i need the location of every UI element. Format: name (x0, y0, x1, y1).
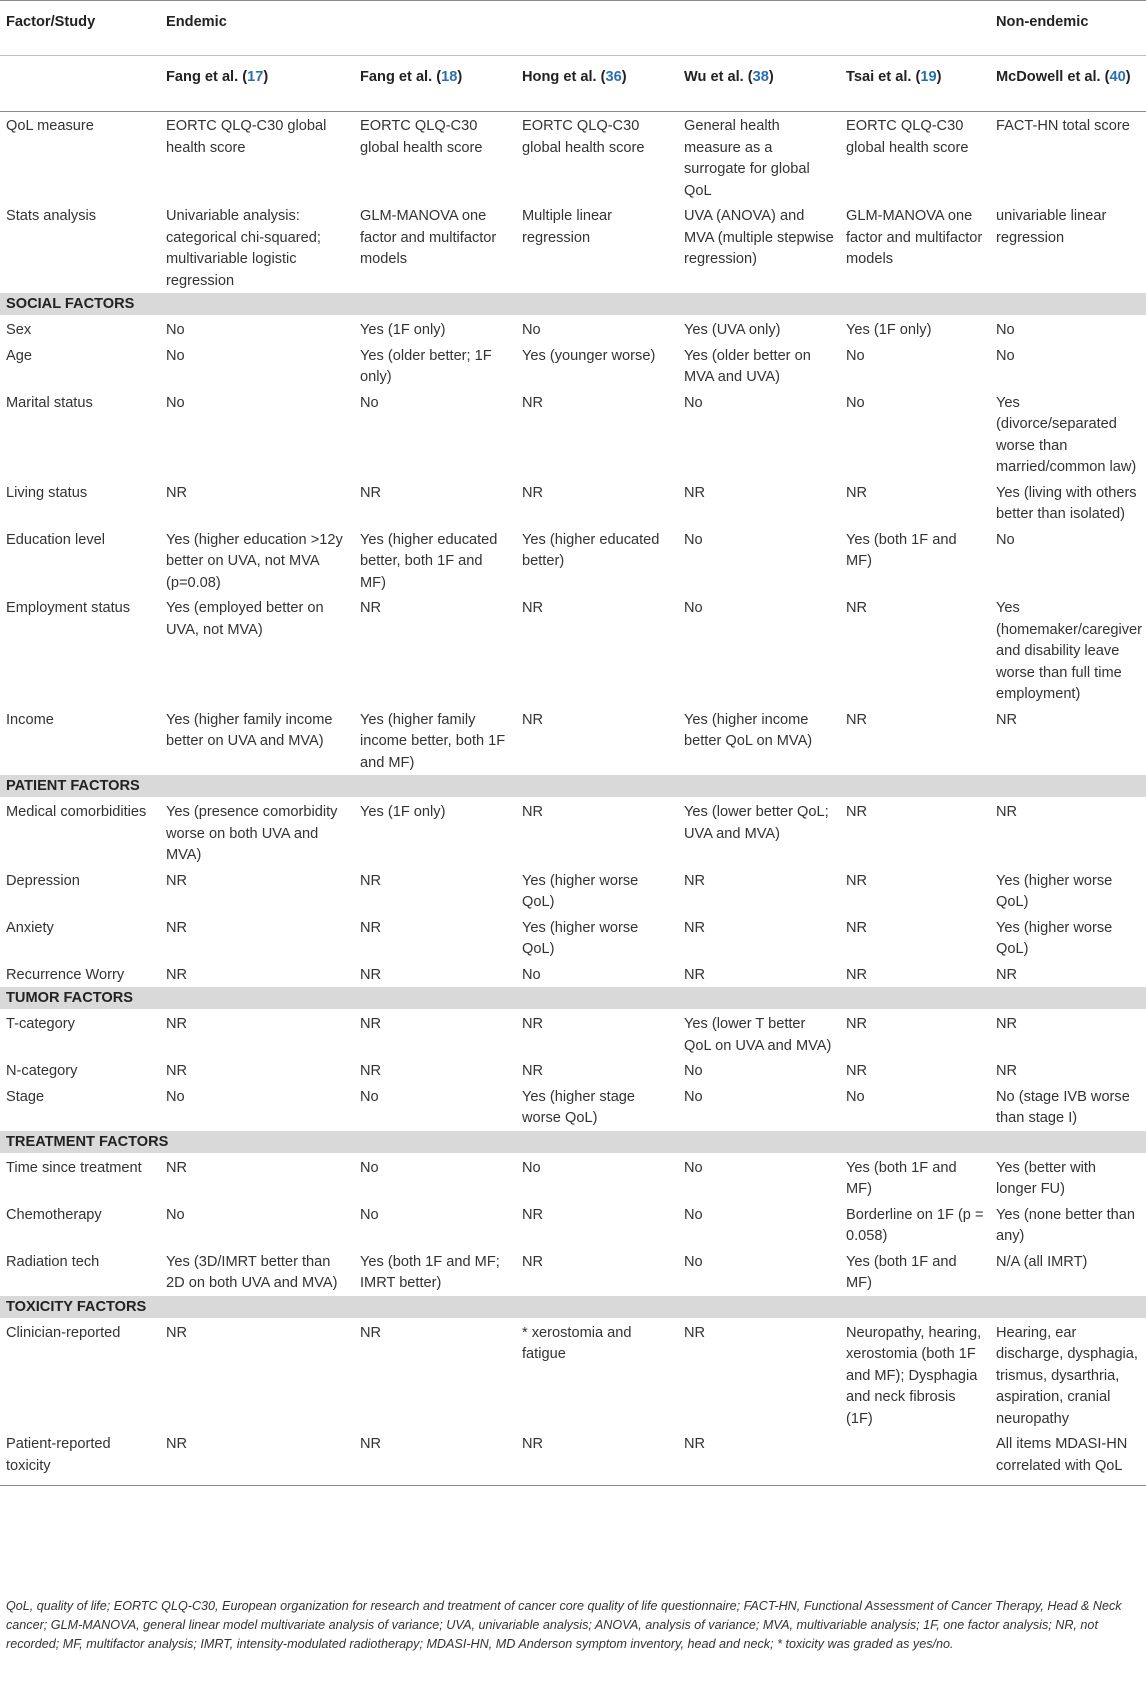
table-cell: No (522, 966, 541, 983)
table-row (0, 479, 1146, 526)
table-cell: No (684, 1206, 703, 1223)
table-cell: NR (522, 1063, 544, 1079)
table-cell: Yes (higher income better QoL on MVA) (684, 711, 813, 749)
table-cell: NR (160, 1430, 354, 1486)
table-cell: Yes (higher educated better, both 1F and MF) (360, 531, 498, 591)
table-cell: NR (522, 1206, 544, 1223)
table-cell: No (522, 322, 541, 338)
table-cell: NR (166, 1016, 188, 1032)
row-label: Income (6, 711, 54, 728)
row-label: Radiation tech (6, 1253, 100, 1270)
table-cell: No (684, 531, 703, 548)
table-cell: N/A (all IMRT) (996, 1253, 1088, 1270)
table-cell: No (360, 1088, 379, 1105)
table-cell: Yes (1F only) (846, 322, 932, 338)
table-cell: Yes (1F only) (360, 322, 446, 338)
table-cell: NR (846, 711, 868, 728)
table-cell: NR (678, 1430, 840, 1486)
table-cell: NR (846, 1016, 868, 1032)
table-row (0, 798, 1146, 867)
table-cell: Yes (higher worse QoL) (522, 872, 639, 910)
row-label: Stage (6, 1088, 45, 1105)
table-cell: NR (360, 1063, 382, 1079)
table-cell: Yes (older better on MVA and UVA) (684, 347, 811, 385)
table-row (0, 1083, 1146, 1131)
table-cell: No (166, 1088, 185, 1105)
table-cell: No (166, 394, 185, 411)
non-endemic-header: Non-endemic (990, 1, 1146, 56)
table-cell: No (846, 394, 865, 411)
table-cell: Yes (3D/IMRT better than 2D on both UVA and MVA) (166, 1253, 338, 1291)
row-label: Age (6, 347, 32, 364)
table-cell: Yes (both 1F and MF) (846, 1253, 957, 1291)
table-cell: Yes (divorce/separated worse than married/common law) (996, 394, 1137, 475)
row-label: Chemotherapy (6, 1206, 102, 1223)
table-cell: Yes (higher worse QoL) (522, 919, 639, 957)
study-author: Wu et al. ( (684, 69, 753, 85)
table-cell: NR (360, 1324, 382, 1341)
table-cell: NR (166, 872, 188, 889)
table-cell: NR (360, 872, 382, 889)
citation-link[interactable]: 38 (752, 69, 769, 85)
row-label: Depression (6, 872, 80, 889)
row-label: N-category (6, 1063, 78, 1079)
table-cell: univariable linear regression (996, 208, 1107, 246)
table-cell: NR (166, 1324, 188, 1341)
table-cell: UVA (ANOVA) and MVA (multiple stepwise regression) (684, 208, 834, 267)
table-cell: FACT-HN total score (996, 118, 1130, 134)
section-header-row (0, 775, 1146, 798)
table-cell: No (166, 347, 185, 364)
table-row (0, 961, 1146, 987)
citation-link[interactable]: 17 (247, 69, 264, 85)
table-cell: NR (846, 600, 868, 616)
row-label: Medical comorbidities (6, 804, 147, 820)
study-author: Fang et al. ( (360, 69, 442, 85)
study-author-close: ) (768, 69, 774, 85)
table-cell: No (stage IVB worse than stage I) (996, 1088, 1130, 1126)
study-author-close: ) (1125, 69, 1131, 85)
table-cell: NR (684, 919, 706, 936)
table-cell: EORTC QLQ-C30 global health score (166, 118, 327, 156)
section-header-row (0, 1295, 1146, 1318)
table-cell: Yes (living with others better than isolated) (996, 484, 1137, 522)
table-row (0, 1057, 1146, 1083)
table-cell: No (996, 322, 1015, 338)
table-cell: Yes (higher education >12y better on UVA, not MVA (p=0.08) (166, 531, 343, 591)
section-header: TREATMENT FACTORS (0, 1130, 1146, 1153)
table-cell: NR (360, 1016, 382, 1032)
citation-link[interactable]: 18 (441, 69, 458, 85)
study-header-2 (516, 56, 678, 112)
table-cell: Yes (higher educated better) (522, 531, 660, 569)
table-cell: No (846, 347, 865, 364)
section-header: TOXICITY FACTORS (0, 1295, 1146, 1318)
table-cell: NR (684, 1324, 706, 1341)
citation-link[interactable]: 36 (605, 69, 622, 85)
table-row (0, 526, 1146, 595)
table-cell: Hearing, ear discharge, dysphagia, trismus, dysarthria, aspiration, cranial neuropathy (996, 1324, 1138, 1427)
table-cell: NR (166, 919, 188, 936)
table-cell: NR (522, 484, 544, 501)
table-row (0, 1248, 1146, 1296)
study-author: McDowell et al. ( (996, 69, 1110, 85)
table-cell: Yes (both 1F and MF) (846, 1159, 957, 1197)
table-row (0, 1430, 1146, 1486)
row-label: Stats analysis (6, 208, 97, 224)
table-cell: No (360, 394, 379, 411)
table-cell: NR (360, 919, 382, 936)
study-author-close: ) (936, 69, 942, 85)
table-cell: NR (684, 872, 706, 889)
table-cell: NR (354, 1430, 516, 1486)
table-cell: No (684, 1159, 703, 1176)
table-cell: Yes (lower better QoL; UVA and MVA) (684, 804, 829, 842)
section-header: TUMOR FACTORS (0, 987, 1146, 1010)
section-header: PATIENT FACTORS (0, 775, 1146, 798)
table-cell: No (166, 1206, 185, 1223)
row-label: Living status (6, 484, 88, 501)
table-cell: EORTC QLQ-C30 global health score (846, 118, 969, 156)
row-label: Patient-reported toxicity (0, 1430, 160, 1486)
table-cell: No (684, 1088, 703, 1105)
table-cell: No (996, 347, 1015, 364)
section-header-row (0, 987, 1146, 1010)
table-cell: Borderline on 1F (p = 0.058) (846, 1206, 984, 1244)
section-header: SOCIAL FACTORS (0, 293, 1146, 316)
table-cell: NR (684, 966, 706, 983)
table-cell: NR (996, 804, 1018, 820)
row-label: Recurrence Worry (6, 966, 125, 983)
table-cell: No (166, 322, 185, 338)
table-cell: Yes (lower T better QoL on UVA and MVA) (684, 1016, 832, 1054)
row-label: Sex (6, 322, 32, 338)
table-cell: Yes (UVA only) (684, 322, 781, 338)
study-author: Fang et al. ( (166, 69, 248, 85)
table-cell: NR (166, 484, 188, 501)
table-cell: Neuropathy, hearing, xerostomia (both 1F and MF); Dysphagia and neck fibrosis (1F) (846, 1324, 982, 1427)
table-cell: Yes (older better; 1F only) (360, 347, 492, 385)
table-cell: General health measure as a surrogate for global QoL (684, 118, 810, 199)
table-row (0, 1010, 1146, 1058)
study-author-close: ) (457, 69, 463, 85)
table-row (0, 342, 1146, 389)
table-cell: Yes (both 1F and MF; IMRT better) (360, 1253, 500, 1291)
table-cell: Yes (none better than any) (996, 1206, 1136, 1244)
table-cell: No (684, 394, 703, 411)
table-cell: GLM-MANOVA one factor and multifactor models (846, 208, 983, 267)
table-row (0, 706, 1146, 775)
table-cell: NR (996, 1016, 1018, 1032)
citation-link[interactable]: 19 (920, 69, 937, 85)
citation-link[interactable]: 40 (1109, 69, 1126, 85)
table-cell: Yes (higher worse QoL) (996, 872, 1113, 910)
table-cell: Univariable analysis: categorical chi-squared; multivariable logistic regression (166, 208, 321, 289)
section-header-row (0, 1130, 1146, 1153)
table-cell: NR (846, 1063, 868, 1079)
table-cell: Yes (employed better on UVA, not MVA) (166, 600, 324, 638)
table-cell: NR (522, 394, 544, 411)
table-cell: * xerostomia and fatigue (522, 1324, 632, 1362)
table-cell: NR (166, 966, 188, 983)
table-row (0, 1318, 1146, 1430)
table-row (0, 389, 1146, 479)
table-cell: NR (360, 966, 382, 983)
row-label: Anxiety (6, 919, 54, 936)
study-header-row (0, 56, 1146, 112)
table-cell: EORTC QLQ-C30 global health score (522, 118, 645, 156)
table-cell: Yes (higher worse QoL) (996, 919, 1113, 957)
table-cell: No (996, 531, 1015, 548)
table-cell: Yes (both 1F and MF) (846, 531, 957, 569)
table-cell: NR (522, 1253, 544, 1270)
table-cell: NR (846, 872, 868, 889)
row-label: Education level (6, 531, 105, 548)
table-cell: No (522, 1159, 541, 1176)
table-cell: NR (166, 1159, 188, 1176)
table-cell: No (360, 1159, 379, 1176)
table-cell: NR (360, 484, 382, 501)
table-cell: EORTC QLQ-C30 global health score (360, 118, 483, 156)
study-header-5 (990, 56, 1146, 112)
section-header-row (0, 293, 1146, 316)
table-cell: NR (996, 711, 1018, 728)
table-cell: NR (522, 711, 544, 728)
table-cell: GLM-MANOVA one factor and multifactor models (360, 208, 497, 267)
row-label: Clinician-reported (6, 1324, 121, 1341)
table-row (0, 914, 1146, 961)
table-row (0, 1201, 1146, 1248)
study-header-3 (678, 56, 840, 112)
row-label: Marital status (6, 394, 93, 411)
table-cell: Multiple linear regression (522, 208, 613, 246)
table-cell: NR (166, 1063, 188, 1079)
table-cell: No (684, 600, 703, 616)
table-cell: Yes (younger worse) (522, 347, 656, 364)
study-author-close: ) (263, 69, 269, 85)
row-label: Time since treatment (6, 1159, 142, 1176)
table-cell: NR (516, 1430, 678, 1486)
table-cell: Yes (presence comorbidity worse on both UVA and MVA) (166, 804, 338, 863)
table-cell: All items MDASI-HN correlated with QoL (990, 1430, 1146, 1486)
row-label: T-category (6, 1016, 75, 1032)
table-cell: NR (996, 1063, 1018, 1079)
table-row (0, 316, 1146, 342)
table-cell: NR (522, 600, 544, 616)
row-label: Employment status (6, 600, 131, 616)
table-row (0, 867, 1146, 914)
table-cell: Yes (higher stage worse QoL) (522, 1088, 636, 1126)
table-row (0, 594, 1146, 706)
table-cell: NR (846, 804, 868, 820)
table-cell: Yes (higher family income better, both 1F and MF) (360, 711, 506, 771)
table-cell: NR (522, 804, 544, 820)
table-cell: Yes (higher family income better on UVA and MVA) (166, 711, 333, 749)
study-header-4 (840, 56, 990, 112)
study-header-blank (0, 56, 160, 112)
table-cell: NR (846, 919, 868, 936)
study-author: Hong et al. ( (522, 69, 606, 85)
study-author: Tsai et al. ( (846, 69, 921, 85)
factor-study-header: Factor/Study (0, 1, 160, 56)
table-cell (840, 1430, 990, 1486)
table-cell: NR (522, 1016, 544, 1032)
row-label: QoL measure (6, 118, 94, 134)
study-author-close: ) (621, 69, 627, 85)
table-cell: No (360, 1206, 379, 1223)
table-cell: NR (684, 484, 706, 501)
table-row (0, 112, 1146, 203)
table-row (0, 202, 1146, 293)
endemic-header: Endemic (160, 1, 990, 56)
table-cell: No (684, 1063, 703, 1079)
table-cell: Yes (homemaker/caregiver and disability leave worse than full time employment) (996, 600, 1142, 702)
study-header-1 (354, 56, 516, 112)
table-cell: NR (846, 966, 868, 983)
table-cell: NR (846, 484, 868, 501)
table-cell: No (846, 1088, 865, 1105)
study-header-0 (160, 56, 354, 112)
table-cell: NR (996, 966, 1018, 983)
table-cell: Yes (1F only) (360, 804, 446, 820)
table-footnote: QoL, quality of life; EORTC QLQ-C30, European organization for research and treatment of cancer core quality of life questionnaire; FACT-HN, Functional Assessment of Cancer Therapy, Head & Neck cancer; GLM-MANOVA, general linear model multivariate analysis of variance; UVA, univariable analysis; ANOVA, analysis of variance; MVA, multivariable analysis; 1F, one factor analysis; NR, not recorded; MF, multifactor analysis; IMRT, intensity-modulated radiotherapy; MDASI-HN, MD Anderson symptom inventory, head and neck; * toxicity was graded as yes/no. (6, 1599, 1122, 1651)
group-header-row (0, 1, 1146, 56)
table-row (0, 1153, 1146, 1201)
table-cell: NR (360, 600, 382, 616)
table-cell: Yes (better with longer FU) (996, 1159, 1097, 1197)
table-cell: No (684, 1253, 703, 1270)
